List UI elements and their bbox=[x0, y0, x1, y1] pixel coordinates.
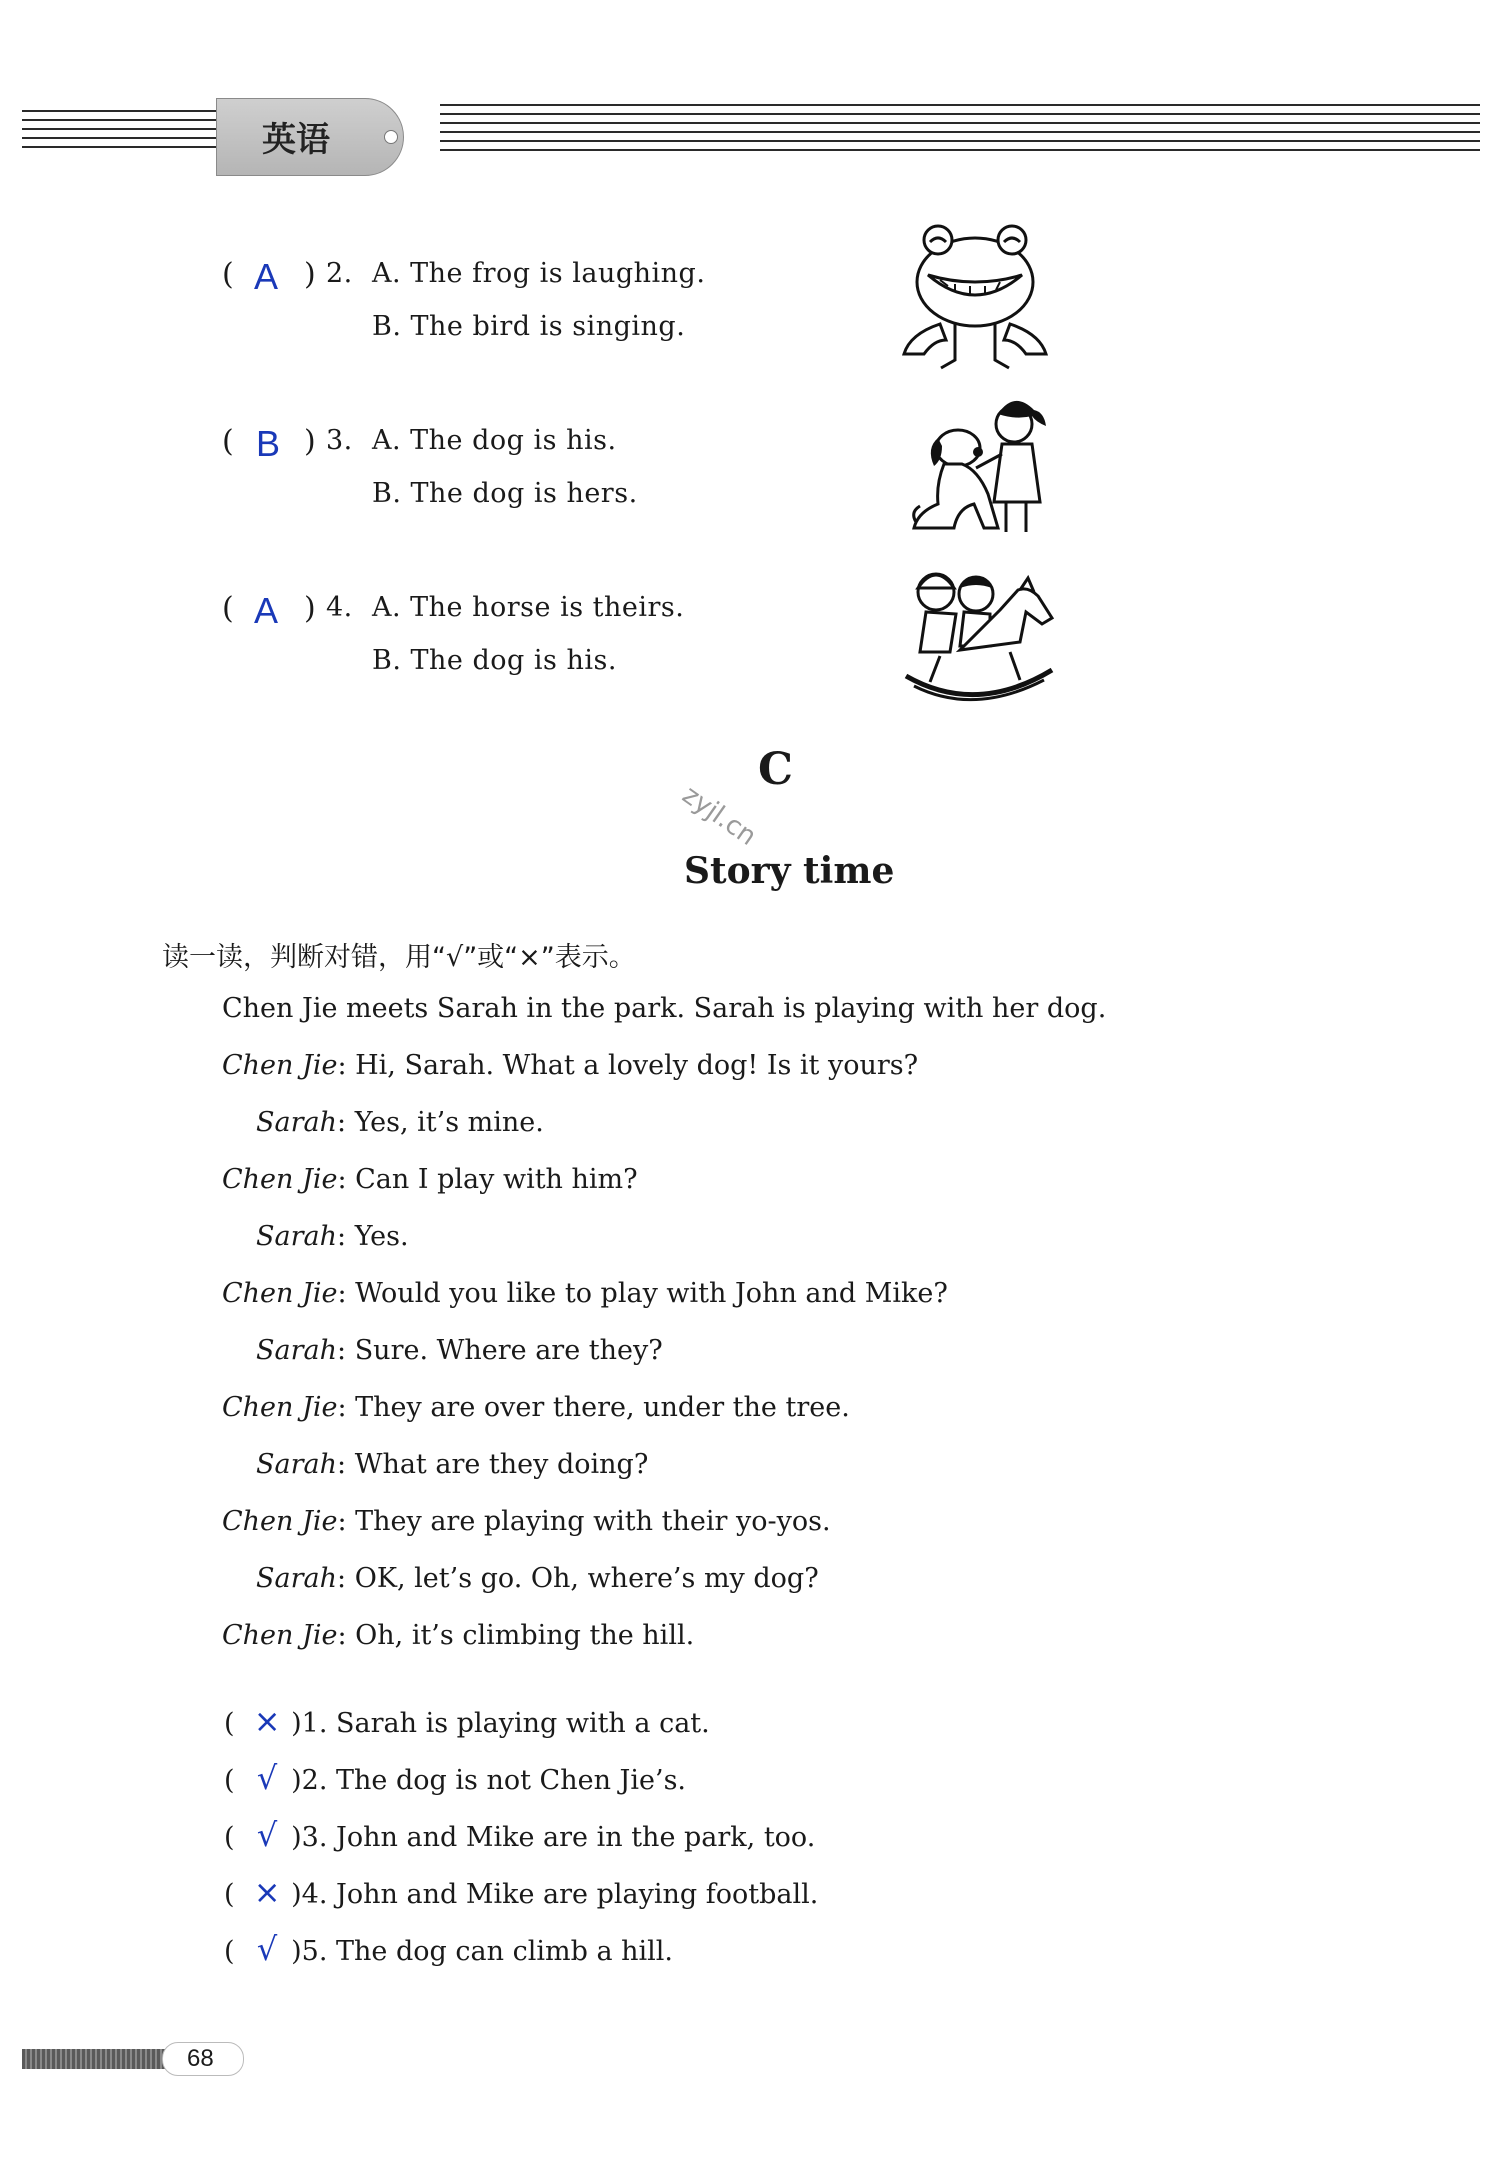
speaker: Chen Jie bbox=[222, 1392, 338, 1423]
speaker: Sarah bbox=[256, 1107, 337, 1138]
colon: : bbox=[337, 1563, 355, 1594]
dialogue-line bbox=[222, 1620, 694, 1651]
judgement-item: ( × )1. Sarah is playing with a cat. bbox=[224, 1702, 710, 1740]
speech: Yes. bbox=[354, 1221, 409, 1252]
dialogue-line bbox=[256, 1449, 648, 1480]
item-number: 2. bbox=[326, 258, 353, 289]
paren-close: ) bbox=[304, 591, 316, 626]
header-lines-left bbox=[22, 110, 222, 158]
item-number: 3. bbox=[301, 1822, 328, 1853]
statement: Sarah is playing with a cat. bbox=[336, 1708, 710, 1739]
speaker: Sarah bbox=[256, 1221, 337, 1252]
dialogue-line bbox=[256, 1221, 409, 1252]
speech: Would you like to play with John and Mike? bbox=[355, 1278, 948, 1309]
page-number: 68 bbox=[187, 2045, 214, 2072]
speaker: Sarah bbox=[256, 1563, 337, 1594]
kids-on-rocking-horse-picture bbox=[900, 560, 1060, 710]
section-letter: C bbox=[758, 744, 794, 795]
answer-mark: √ bbox=[256, 1816, 278, 1854]
watermark: zyjl.cn bbox=[676, 780, 762, 852]
colon: : bbox=[337, 1221, 355, 1252]
answer-mark: × bbox=[253, 1702, 281, 1740]
answer-mark: √ bbox=[256, 1759, 278, 1797]
tab-dot bbox=[384, 130, 398, 144]
paren-close: ) bbox=[304, 424, 316, 459]
answer-mark: × bbox=[253, 1873, 281, 1911]
speaker: Chen Jie bbox=[222, 1050, 338, 1081]
statement: The dog can climb a hill. bbox=[336, 1936, 674, 1967]
option-a: A. The frog is laughing. bbox=[372, 258, 706, 289]
header-lines-right bbox=[440, 104, 1480, 152]
speech: Sure. Where are they? bbox=[354, 1335, 663, 1366]
dialogue-line bbox=[256, 1335, 663, 1366]
speaker: Chen Jie bbox=[222, 1164, 338, 1195]
option-b: B. The bird is singing. bbox=[372, 311, 686, 342]
speech: OK, let’s go. Oh, where’s my dog? bbox=[354, 1563, 819, 1594]
judgement-item: ( × )4. John and Mike are playing football. bbox=[224, 1873, 819, 1911]
girl-with-dog-picture bbox=[906, 396, 1060, 536]
colon: : bbox=[337, 1449, 355, 1480]
answer-letter: A bbox=[254, 590, 279, 631]
speech: Can I play with him? bbox=[355, 1164, 638, 1195]
item-number: 3. bbox=[326, 425, 353, 456]
statement: The dog is not Chen Jie’s. bbox=[336, 1765, 687, 1796]
laughing-frog-picture bbox=[900, 220, 1050, 372]
footer-bar bbox=[22, 2049, 182, 2069]
speaker: Chen Jie bbox=[222, 1506, 338, 1537]
dialogue-line bbox=[256, 1107, 544, 1138]
speaker: Chen Jie bbox=[222, 1620, 338, 1651]
option-b: B. The dog is hers. bbox=[372, 478, 638, 509]
paren-open: ( bbox=[222, 591, 234, 626]
colon: : bbox=[337, 1506, 356, 1537]
colon: : bbox=[337, 1278, 356, 1309]
speech: Oh, it’s climbing the hill. bbox=[355, 1620, 695, 1651]
paren-close: ) bbox=[304, 257, 316, 292]
statement: John and Mike are playing football. bbox=[336, 1879, 819, 1910]
speaker: Chen Jie bbox=[222, 1278, 338, 1309]
item-number: 5. bbox=[301, 1936, 328, 1967]
dialogue-line bbox=[222, 1164, 638, 1195]
colon: : bbox=[337, 1620, 356, 1651]
option-a: A. The dog is his. bbox=[372, 425, 617, 456]
option-b: B. The dog is his. bbox=[372, 645, 617, 676]
colon: : bbox=[337, 1392, 356, 1423]
item-number: 1. bbox=[301, 1708, 328, 1739]
judgement-item: ( √ )5. The dog can climb a hill. bbox=[224, 1930, 674, 1968]
judgement-item: ( √ )2. The dog is not Chen Jie’s. bbox=[224, 1759, 687, 1797]
speaker: Sarah bbox=[256, 1449, 337, 1480]
speech: They are over there, under the tree. bbox=[355, 1392, 850, 1423]
item-number: 4. bbox=[301, 1879, 328, 1910]
item-number: 4. bbox=[326, 592, 353, 623]
dialogue-line bbox=[222, 1278, 948, 1309]
speech: Hi, Sarah. What a lovely dog! Is it yours? bbox=[355, 1050, 919, 1081]
dialogue-line bbox=[222, 1506, 831, 1537]
speaker: Sarah bbox=[256, 1335, 337, 1366]
dialogue-line bbox=[256, 1563, 819, 1594]
instruction: 读一读，判断对错，用“√”或“×”表示。 bbox=[162, 942, 636, 973]
subject-title: 英语 bbox=[262, 120, 330, 160]
paren-open: ( bbox=[222, 424, 234, 459]
colon: : bbox=[337, 1050, 356, 1081]
dialogue-line bbox=[222, 1050, 918, 1081]
option-a: A. The horse is theirs. bbox=[372, 592, 685, 623]
colon: : bbox=[337, 1335, 355, 1366]
dialogue-line bbox=[222, 1392, 850, 1423]
answer-mark: √ bbox=[256, 1930, 278, 1968]
colon: : bbox=[337, 1107, 355, 1138]
paren-open: ( bbox=[222, 257, 234, 292]
speech: What are they doing? bbox=[354, 1449, 649, 1480]
speech: Yes, it’s mine. bbox=[354, 1107, 544, 1138]
answer-letter: A bbox=[254, 256, 279, 297]
judgement-item: ( √ )3. John and Mike are in the park, too. bbox=[224, 1816, 816, 1854]
story-intro: Chen Jie meets Sarah in the park. Sarah is playing with her dog. bbox=[222, 993, 1107, 1024]
answer-letter: B bbox=[256, 423, 281, 464]
colon: : bbox=[337, 1164, 356, 1195]
section-title: Story time bbox=[684, 850, 895, 892]
speech: They are playing with their yo-yos. bbox=[355, 1506, 831, 1537]
statement: John and Mike are in the park, too. bbox=[336, 1822, 816, 1853]
item-number: 2. bbox=[301, 1765, 328, 1796]
